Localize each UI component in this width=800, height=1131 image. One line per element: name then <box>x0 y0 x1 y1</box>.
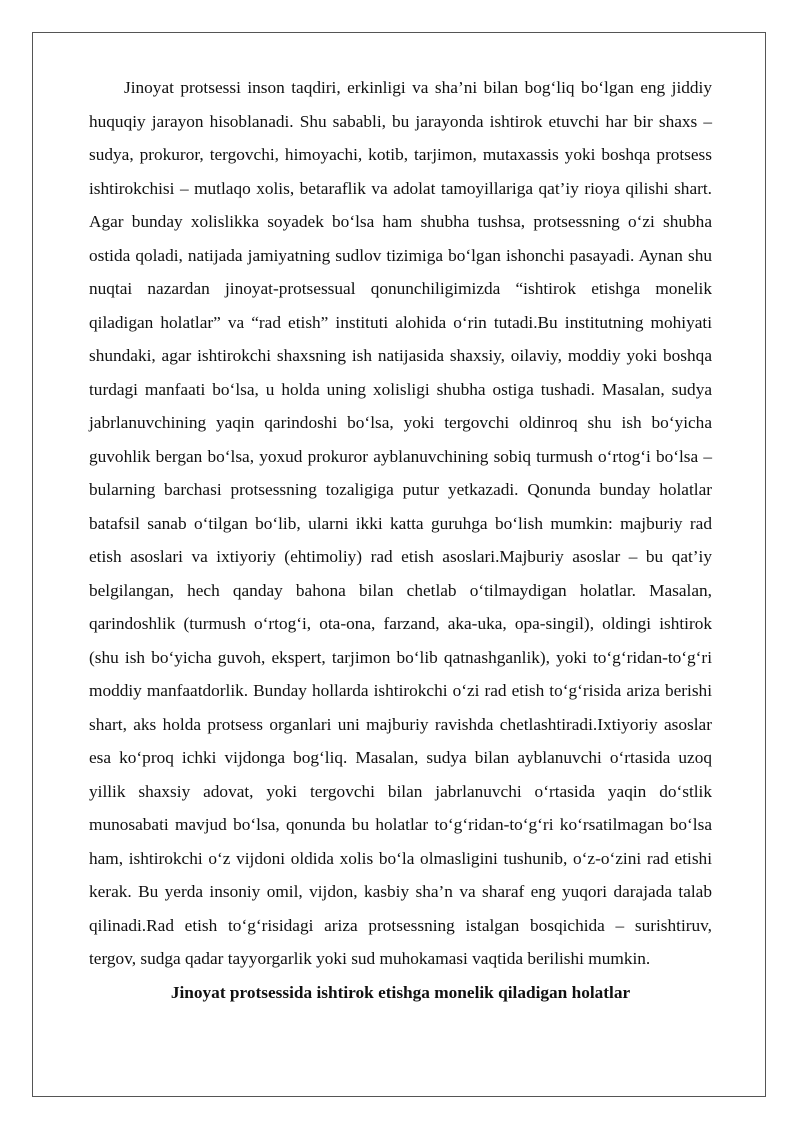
section-heading: Jinoyat protsessida ishtirok etishga monelik qiladigan holatlar <box>170 982 631 1002</box>
document-body <box>89 71 712 1009</box>
body-paragraph: Jinoyat protsessi inson taqdiri, erkinligi va sha’ni bilan bog‘liq bo‘lgan eng jiddiy huquqiy jarayon hisoblanadi. Shu sababli, bu jarayonda ishtirok etuvchi har bir shaxs – sudya, prokuror, tergovchi, himoyachi, kotib, tarjimon, mutaxassis yoki boshqa protsess ishtirokchisi – mutlaqo xolis, betaraflik va adolat tamoyillariga qat’iy rioya qilishi shart. Agar bunday xolislikka soyadek bo‘lsa ham shubha tushsa, protsessning o‘zi shubha ostida qoladi, natijada jamiyatning sudlov tizimiga bo‘lgan ishonchi pasayadi. Aynan shu nuqtai nazardan jinoyat-protsessual qonunchiligimizda “ishtirok etishga monelik qiladigan holatlar” va “rad etish” instituti alohida o‘rin tutadi.Bu institutning mohiyati shundaki, agar ishtirokchi shaxsning ish natijasida shaxsiy, oilaviy, moddiy yoki boshqa turdagi manfaati bo‘lsa, u holda uning xolisligi shubha ostiga tushadi. Masalan, sudya jabrlanuvchining yaqin qarindoshi bo‘lsa, yoki tergovchi oldinroq shu ish bo‘yicha guvohlik bergan bo‘lsa, yoxud prokuror ayblanuvchining sobiq turmush o‘rtog‘i bo‘lsa – bularning barchasi protsessning tozaligiga putur yetkazadi. Qonunda bunday holatlar batafsil sanab o‘tilgan bo‘lib, ularni ikki katta guruhga bo‘lish mumkin: majburiy rad etish asoslari va ixtiyoriy (ehtimoliy) rad etish asoslari.Majburiy asoslar – bu qat’iy belgilangan, hech qanday bahona bilan chetlab o‘tilmaydigan holatlar. Masalan, qarindoshlik (turmush o‘rtog‘i, ota-ona, farzand, aka-uka, opa-singil), oldingi ishtirok (shu ish bo‘yicha guvoh, ekspert, tarjimon bo‘lib qatnashganlik), yoki to‘g‘ridan-to‘g‘ri moddiy manfaatdorlik. Bunday hollarda ishtirokchi o‘zi rad etish to‘g‘risida ariza berishi shart, aks holda protsess organlari uni majburiy ravishda chetlashtiradi.Ixtiyoriy asoslar esa ko‘proq ichki vijdonga bog‘liq. Masalan, sudya bilan ayblanuvchi o‘rtasida uzoq yillik shaxsiy adovat, yoki tergovchi bilan jabrlanuvchi o‘rtasida yaqin do‘stlik munosabati mavjud bo‘lsa, qonunda bu holatlar to‘g‘ridan-to‘g‘ri ko‘rsatilmagan bo‘lsa ham, ishtirokchi o‘z vijdoni oldida xolis bo‘la olmasligini tushunib, o‘z-o‘zini rad etishi kerak. Bu yerda insoniy omil, vijdon, kasbiy sha’n va sharaf eng yuqori darajada talab qilinadi.Rad etish to‘g‘risidagi ariza protsessning istalgan bosqichida – surishtiruv, tergov, sudga qadar tayyorgarlik yoki sud muhokamasi vaqtida berilishi mumkin. <box>89 78 712 968</box>
